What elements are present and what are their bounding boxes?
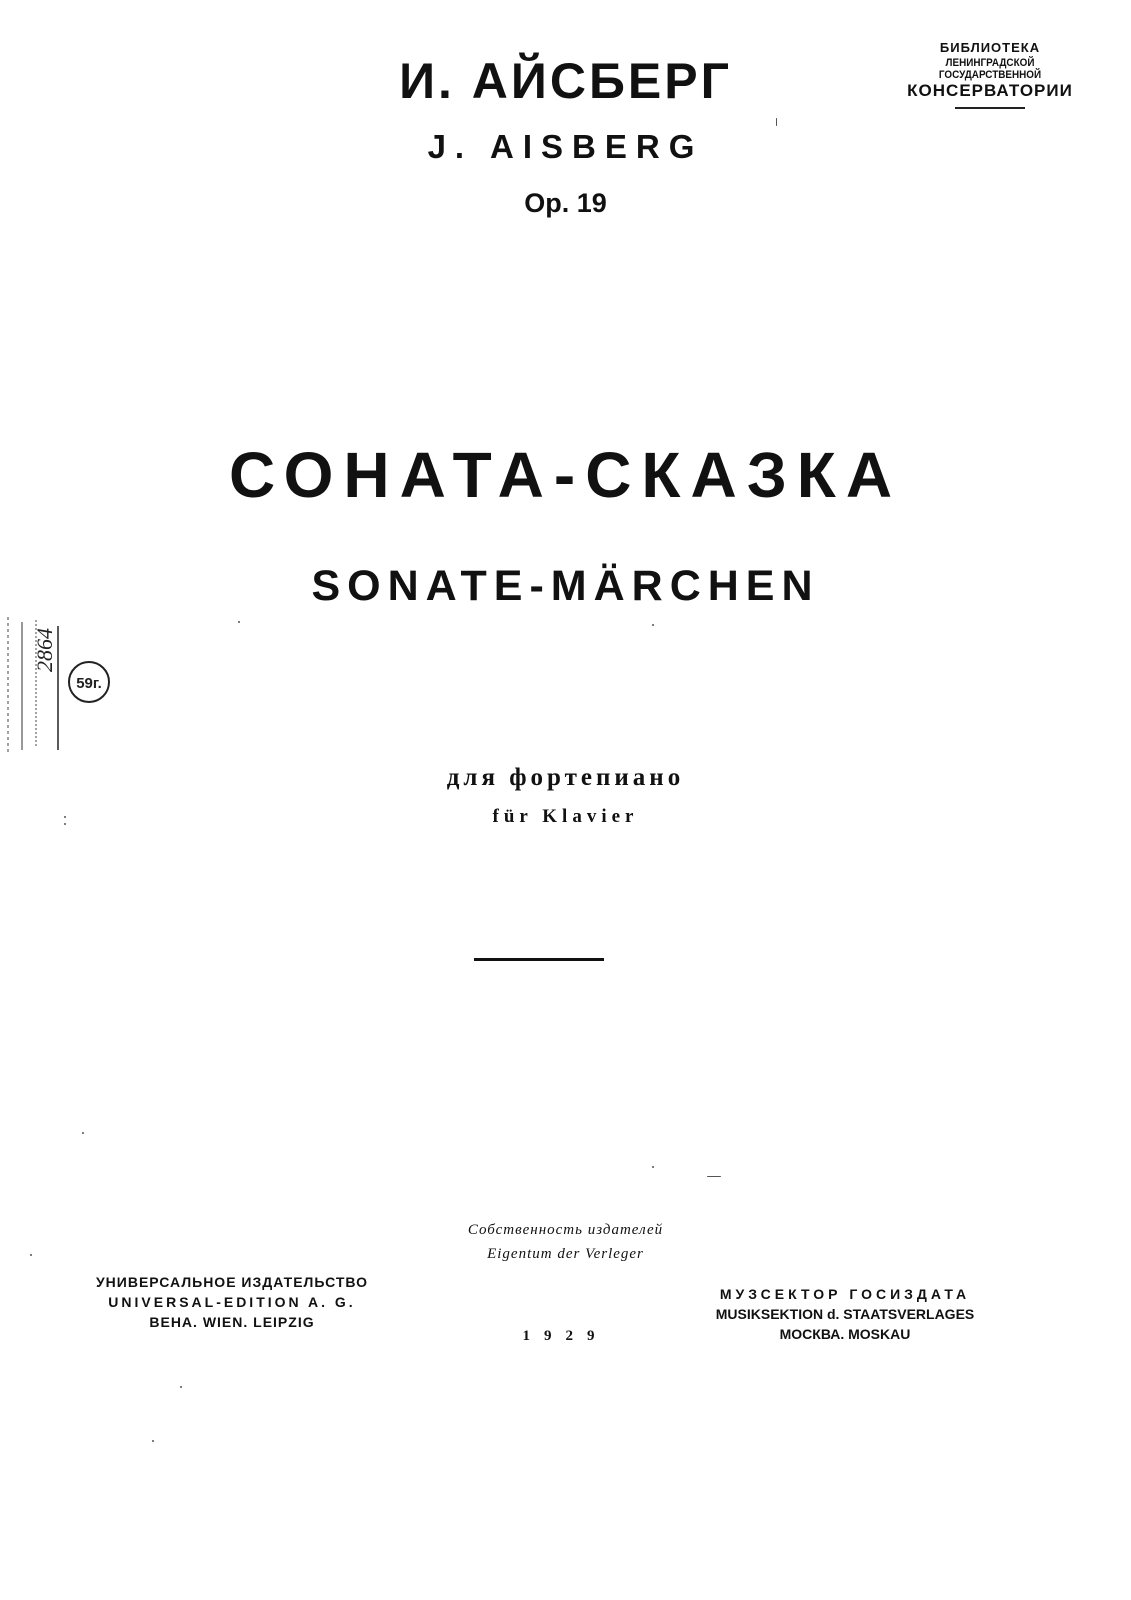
paper-speck [152, 1440, 154, 1442]
paper-speck [180, 1386, 182, 1388]
publisher-right-line-2: MUSIKSEKTION d. STAATSVERLAGES [715, 1306, 975, 1322]
paper-speck [64, 823, 66, 825]
inventory-stamp-badge: 59г. [76, 675, 102, 692]
paper-speck [30, 1254, 32, 1256]
instrument-german: für Klavier [492, 806, 639, 827]
divider-rule [474, 958, 604, 961]
publisher-left-line-1: УНИВЕРСАЛЬНОЕ ИЗДАТЕЛЬСТВО [95, 1274, 369, 1290]
paper-speck [776, 118, 777, 126]
composer-name-german: J. AISBERG [427, 128, 704, 165]
paper-speck [64, 816, 66, 818]
ownership-notice [0, 1218, 1131, 1266]
ownership-german: Eigentum der Verleger [487, 1246, 644, 1262]
paper-speck [652, 1166, 654, 1168]
library-stamp-line-3: КОНСЕРВАТОРИИ [907, 81, 1073, 100]
title-russian: СОНАТА-СКАЗКА [228, 439, 903, 511]
publisher-right-line-3: МОСКВА. MOSKAU [779, 1326, 911, 1342]
composer-name-russian: И. АЙСБЕРГ [399, 53, 732, 109]
inventory-stamp [0, 612, 120, 762]
opus-number: Op. 19 [524, 188, 607, 218]
library-stamp-line-1: БИБЛИОТЕКА [939, 40, 1041, 55]
ownership-russian: Собственность издателей [467, 1222, 664, 1238]
publication-year: 1929 [522, 1328, 609, 1344]
library-stamp-line-2: ЛЕНИНГРАДСКОЙ ГОСУДАРСТВЕННОЙ [938, 57, 1042, 81]
publisher-muzsektor [700, 1284, 990, 1344]
title-german: SONATE-MÄRCHEN [311, 562, 820, 610]
paper-speck [82, 1132, 84, 1134]
paper-speck [238, 621, 240, 623]
publisher-left-line-3: ВЕНА. WIEN. LEIPZIG [149, 1314, 315, 1330]
publisher-universal-edition [82, 1272, 382, 1332]
publisher-right-line-1: МУЗСЕКТОР ГОСИЗДАТА [719, 1286, 971, 1302]
inventory-stamp-number: 2864 [32, 628, 57, 672]
paper-speck [707, 1176, 721, 1177]
paper-speck [652, 624, 654, 626]
instrument-russian: для фортепиано [446, 764, 685, 791]
publisher-left-line-2: UNIVERSAL-EDITION A. G. [108, 1294, 356, 1310]
